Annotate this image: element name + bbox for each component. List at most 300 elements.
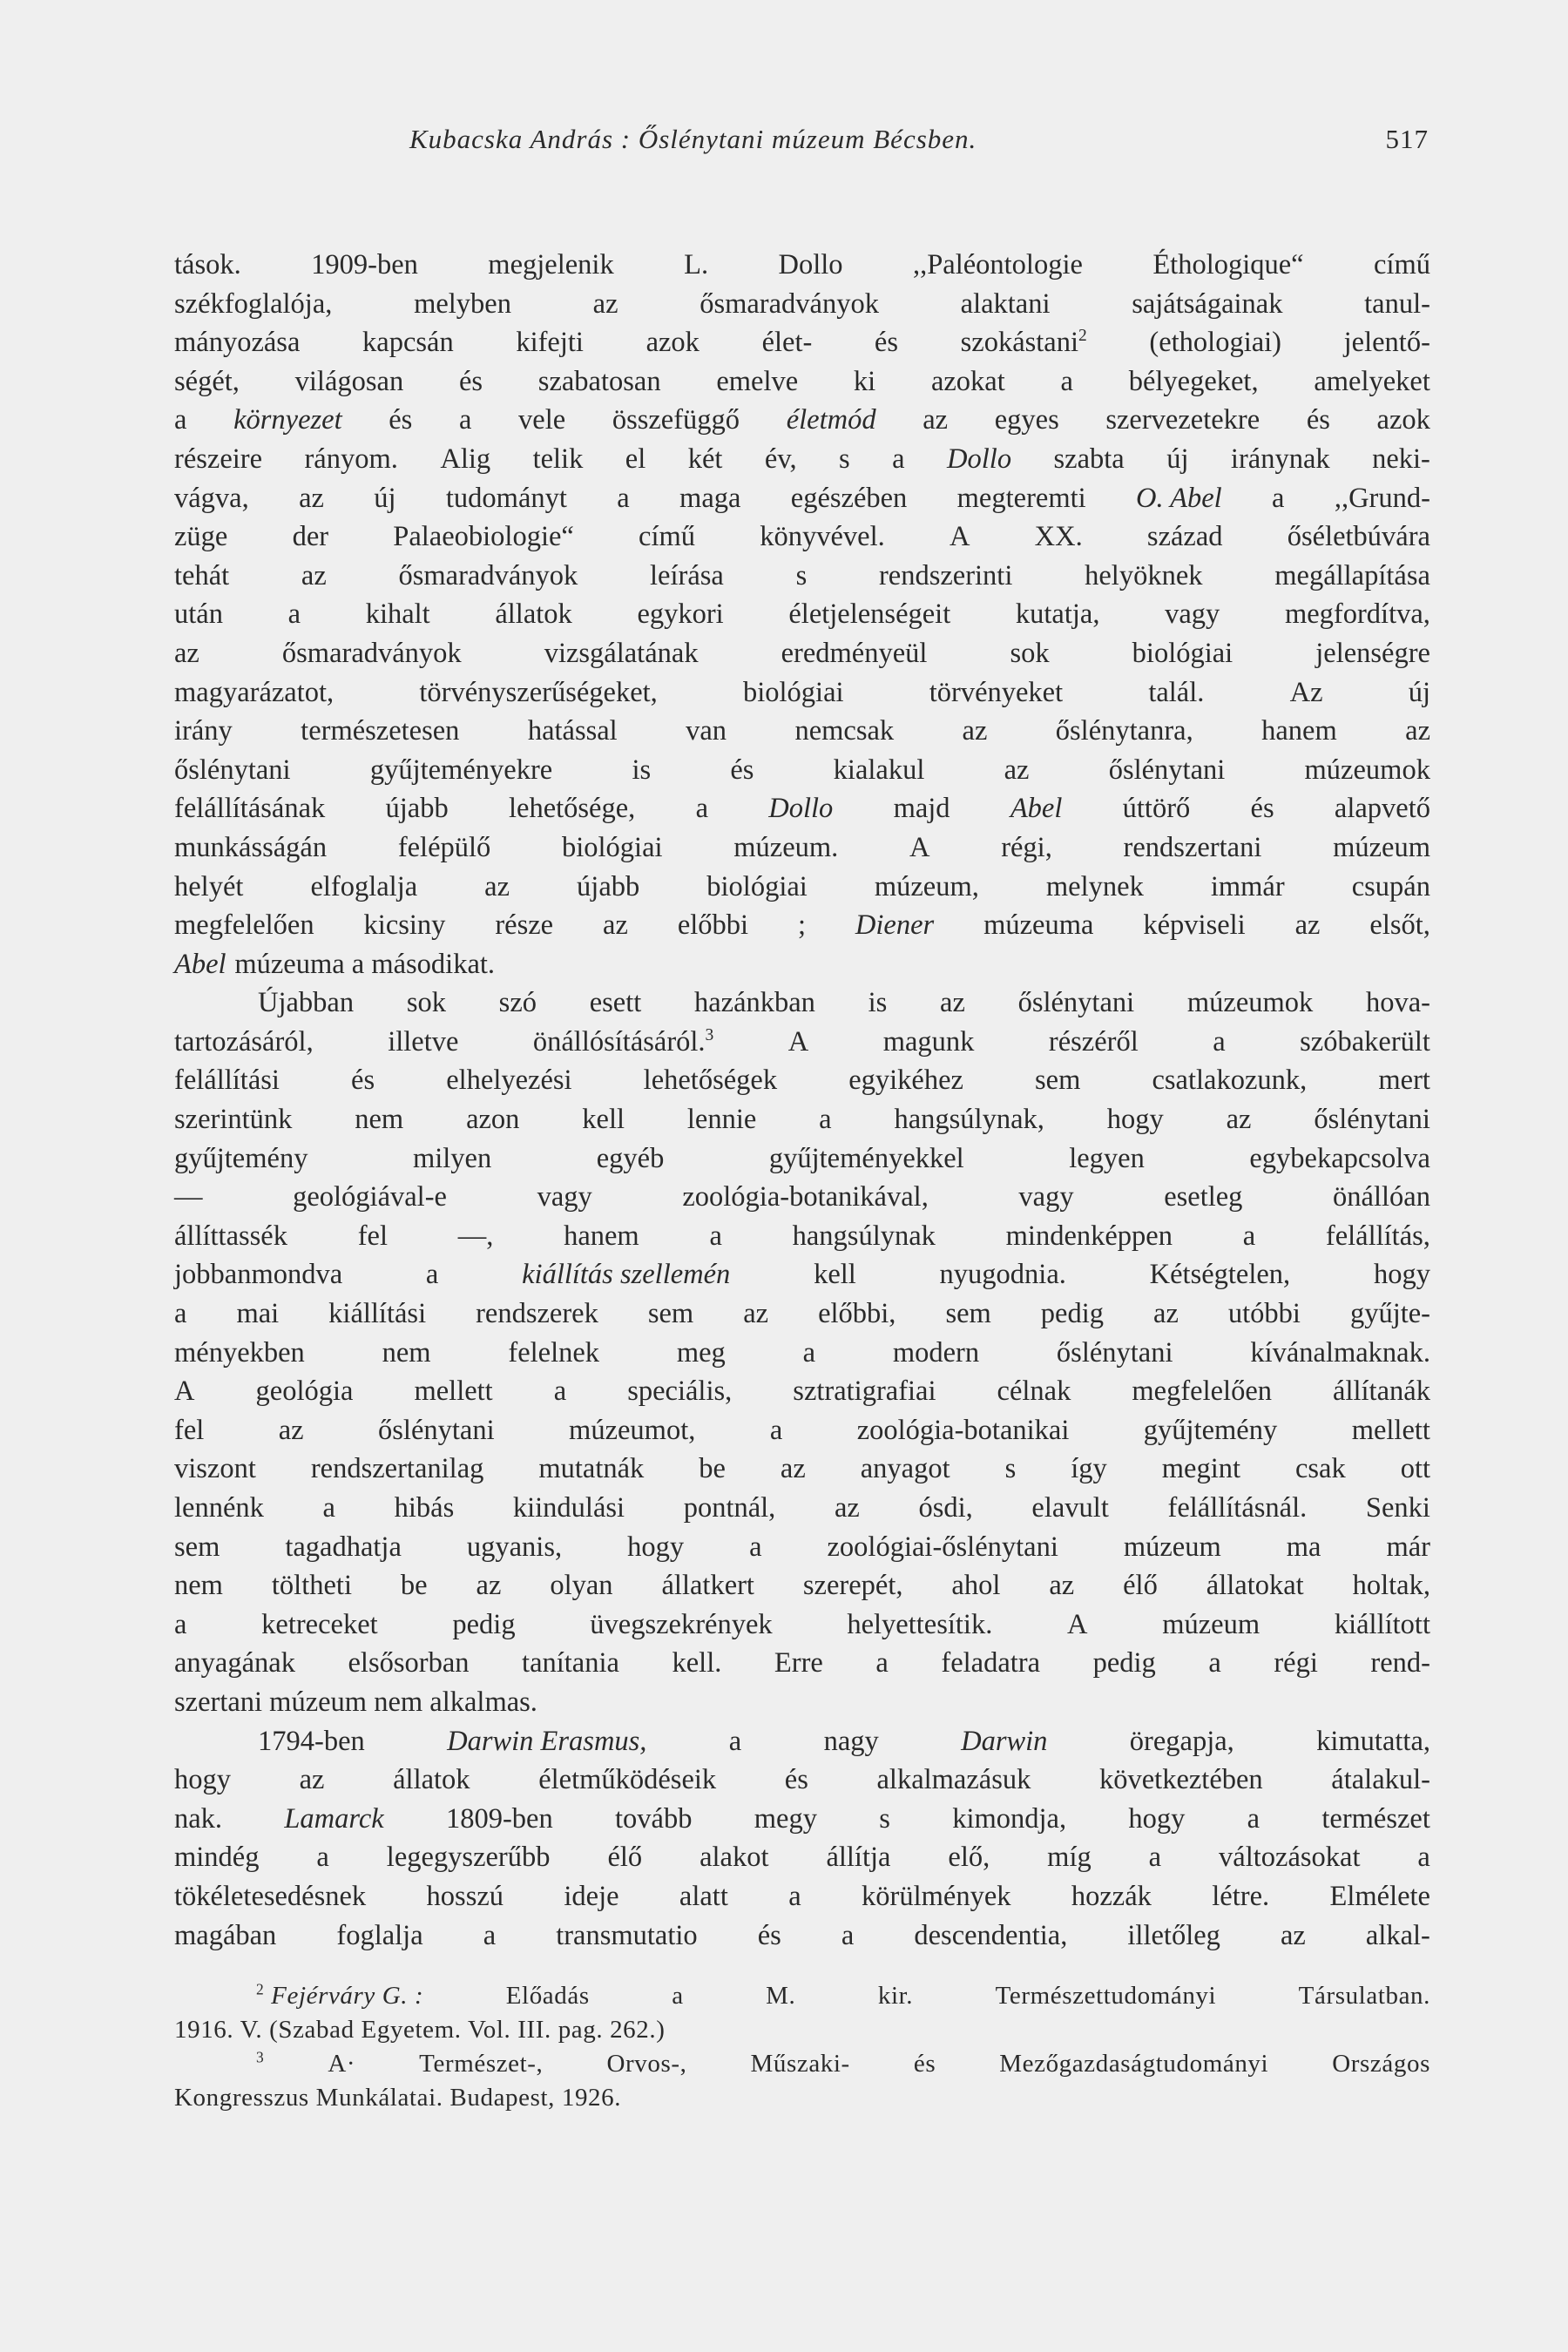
word: alaktani <box>960 287 1051 320</box>
word: egyikéhez <box>848 1064 963 1097</box>
word: is <box>632 754 652 786</box>
word: a <box>672 1982 684 2010</box>
word: 1909-ben <box>311 249 418 280</box>
word: eredményeül <box>781 637 928 669</box>
word: része <box>495 909 554 942</box>
word: az <box>962 715 988 747</box>
word: egykori <box>637 598 724 631</box>
word: lehetősége, <box>509 793 636 825</box>
word: részéről <box>1048 1025 1139 1058</box>
word: kicsiny <box>363 909 446 942</box>
footnote-number: 2 <box>256 1980 265 1998</box>
word: pontnál, <box>683 1492 776 1524</box>
word: hanem <box>1261 715 1337 747</box>
word: élő <box>607 1842 643 1874</box>
word: állatok <box>393 1764 470 1796</box>
text-line <box>174 1838 1430 1877</box>
word: kiindulási <box>512 1492 625 1524</box>
word: ahol <box>951 1570 1001 1602</box>
word: vagy <box>1165 598 1220 631</box>
text-line <box>174 1605 1430 1645</box>
word: Erre <box>774 1647 823 1680</box>
word: állatokat <box>1206 1570 1304 1602</box>
word: ősmaradványok <box>700 287 879 320</box>
word: ősmaradványok <box>281 637 462 669</box>
word: című <box>1374 249 1430 280</box>
word: a <box>553 1375 567 1408</box>
word: hogy <box>627 1531 685 1563</box>
word: körülmények <box>862 1880 1011 1912</box>
word: irány <box>174 715 233 747</box>
word: kutatja, <box>1015 598 1100 631</box>
text-line <box>174 1450 1430 1489</box>
word: című <box>639 521 696 553</box>
word: s <box>879 1802 890 1835</box>
text-line <box>174 906 1430 945</box>
word: sem <box>647 1298 694 1330</box>
text-run: szertani múzeum nem alkalmas. <box>174 1686 537 1718</box>
word: megállapítása <box>1274 559 1430 591</box>
word: L. <box>684 249 709 280</box>
word: A <box>909 831 930 863</box>
word: törvényszerűségeket, <box>419 676 658 708</box>
word: tagadhatja <box>285 1531 402 1563</box>
word: hogy <box>1373 1259 1430 1291</box>
word: és <box>1306 404 1330 436</box>
word: kívánalmaknak. <box>1250 1336 1430 1369</box>
word: múzeum, <box>874 870 979 902</box>
italic-name: Dollo <box>768 793 834 825</box>
text-run: múzeuma a másodikat. <box>234 948 496 980</box>
word: az <box>1280 1919 1306 1951</box>
word: nem <box>174 1570 223 1602</box>
word: és <box>351 1064 375 1097</box>
word: az <box>743 1298 769 1330</box>
word: a <box>1060 365 1073 397</box>
word: életműködéseik <box>538 1764 717 1796</box>
word: geológia <box>255 1375 354 1408</box>
word: elő, <box>948 1842 990 1874</box>
word: — <box>174 1181 203 1213</box>
word: speciális, <box>627 1375 733 1408</box>
word: tudományt <box>445 482 567 514</box>
text-line <box>174 285 1430 324</box>
word: bélyegeket, <box>1128 365 1259 397</box>
word: gyűjtemény <box>174 1142 308 1174</box>
text-line <box>174 983 1430 1023</box>
word: rendszerinti <box>878 559 1013 591</box>
word: a <box>788 1880 801 1912</box>
word: az <box>299 1764 325 1796</box>
word: a <box>1272 482 1285 514</box>
word: változásokat <box>1219 1842 1361 1874</box>
word: a <box>483 1919 497 1951</box>
word: rend- <box>1370 1647 1430 1680</box>
footnote-author: Fejérváry G. : <box>271 1982 424 2010</box>
word: a <box>841 1919 855 1951</box>
italic-name: Abel <box>1010 793 1063 825</box>
word: esetleg <box>1164 1181 1243 1213</box>
word: csak <box>1294 1453 1346 1485</box>
text-line <box>174 1100 1430 1139</box>
word: s <box>1004 1453 1017 1485</box>
word: Senki <box>1365 1492 1430 1524</box>
word: immár <box>1210 870 1285 902</box>
word: következtében <box>1098 1764 1263 1796</box>
word: olyan <box>550 1570 613 1602</box>
text-line <box>174 479 1430 518</box>
word: ugyanis, <box>466 1531 563 1563</box>
word: alakot <box>700 1842 769 1874</box>
word: Elmélete <box>1329 1880 1430 1912</box>
word: hibás <box>394 1492 455 1524</box>
word: új <box>1166 443 1189 475</box>
word: természetesen <box>301 715 460 747</box>
italic-name: Diener <box>855 909 935 942</box>
word: képviseli <box>1143 909 1246 942</box>
footnote-ref: 3 <box>705 1026 714 1045</box>
text-line <box>174 1528 1430 1567</box>
text-line <box>174 828 1430 868</box>
word: legegyszerűbb <box>386 1842 551 1874</box>
word: önállóan <box>1333 1181 1430 1213</box>
word: zoológiai-őslénytani <box>827 1531 1058 1563</box>
word: Újabban <box>258 987 355 1019</box>
word: ma <box>1286 1531 1321 1563</box>
word: Műszaki- <box>750 2050 850 2078</box>
word: be <box>400 1570 428 1602</box>
word: ségét, <box>174 365 240 397</box>
word: be <box>699 1453 726 1485</box>
word: hazánkban <box>693 987 815 1019</box>
word: Alig <box>440 443 491 475</box>
word: tartozásáról, <box>174 1025 314 1058</box>
word: anyagot <box>860 1453 950 1485</box>
word: gyűjteményekkel <box>768 1142 964 1174</box>
word: hangsúlynak <box>792 1220 936 1252</box>
word: züge <box>174 521 228 553</box>
word: múzeuma <box>983 909 1094 942</box>
text-run: önállósításáról. <box>532 1025 706 1058</box>
word: nem <box>382 1336 431 1369</box>
word: állítja <box>826 1842 891 1874</box>
word: ,,Paléontologie <box>912 249 1083 280</box>
word: az <box>603 909 628 942</box>
word: hogy <box>174 1764 231 1796</box>
word: régi <box>1274 1647 1318 1680</box>
word: vele <box>518 404 566 436</box>
word: a <box>769 1414 783 1446</box>
word: kell <box>582 1104 625 1136</box>
word: sajátságainak <box>1132 287 1283 320</box>
word: múzeumot, <box>569 1414 696 1446</box>
word: üvegszekrények <box>590 1608 773 1640</box>
word: legyen <box>1069 1142 1145 1174</box>
text-line <box>174 557 1430 596</box>
word: mányozása <box>174 327 301 359</box>
word: kell <box>814 1259 856 1291</box>
word: szervezetekre <box>1105 404 1260 436</box>
word: 1809-ben <box>445 1802 553 1835</box>
word: öregapja, <box>1129 1725 1234 1757</box>
word: alatt <box>679 1880 728 1912</box>
word: új <box>1408 676 1430 708</box>
word: is <box>868 987 888 1019</box>
word: a <box>1242 1220 1256 1252</box>
word: a <box>875 1647 889 1680</box>
footnote-2-continuation <box>174 2013 1430 2047</box>
word: hova- <box>1366 987 1430 1019</box>
word: talál. <box>1148 676 1205 708</box>
word: múzeum <box>1333 831 1430 863</box>
word: mellett <box>1351 1414 1430 1446</box>
word: míg <box>1047 1842 1092 1874</box>
word: állatok <box>495 598 572 631</box>
word: jelenségre <box>1315 637 1430 669</box>
word: kell. <box>672 1647 722 1680</box>
word: foglalja <box>336 1919 423 1951</box>
word: őslénytani <box>1017 987 1135 1019</box>
word: új <box>374 482 396 514</box>
word: der <box>292 521 329 553</box>
word: rányom. <box>304 443 398 475</box>
word: azok <box>645 327 700 359</box>
word: amelyeket <box>1314 365 1430 397</box>
word: ott <box>1400 1453 1430 1485</box>
word: vágva, <box>174 482 249 514</box>
word: jelentő- <box>1343 327 1430 359</box>
word: ideje <box>564 1880 619 1912</box>
word: alkalmazásuk <box>876 1764 1031 1796</box>
word: maga <box>679 482 741 514</box>
word: ,,Grund- <box>1334 482 1430 514</box>
word: sok <box>1010 637 1050 669</box>
word: már <box>1386 1531 1430 1563</box>
text-line <box>174 1061 1430 1100</box>
word: kir. <box>877 1982 914 2010</box>
word: egyéb <box>596 1142 665 1174</box>
word: gyűjtemény <box>1143 1414 1278 1446</box>
word: Orvos-, <box>606 2050 687 2078</box>
word: Kétségtelen, <box>1149 1259 1291 1291</box>
word: őslénytani <box>1108 754 1226 786</box>
word: A <box>174 1375 195 1408</box>
word: lehetőségek <box>643 1064 778 1097</box>
word: újabb <box>385 793 449 825</box>
running-header <box>174 124 1429 162</box>
italic-term: életmód <box>786 404 876 436</box>
text-line <box>174 401 1430 440</box>
word: életjelenségeit <box>788 598 951 631</box>
word: vagy <box>537 1181 592 1213</box>
running-title: Kubacska András : Őslénytani múzeum Bécsben. <box>409 124 977 154</box>
word: kimondja, <box>952 1802 1067 1835</box>
word: egészében <box>790 482 908 514</box>
word: Dollo <box>778 249 843 280</box>
word: melynek <box>1045 870 1144 902</box>
word: őséletbúvára <box>1287 521 1430 553</box>
text-line <box>174 751 1430 790</box>
word: mutatnák <box>538 1453 645 1485</box>
word: Társulatban. <box>1298 1982 1430 2010</box>
word: leírása <box>650 559 724 591</box>
word: szerintünk <box>174 1104 293 1136</box>
word: vizsgálatának <box>544 637 699 669</box>
word: emelve <box>716 365 799 397</box>
word: a <box>749 1531 762 1563</box>
word: a <box>322 1492 335 1524</box>
text-line <box>174 1877 1430 1916</box>
word: A <box>1067 1608 1088 1640</box>
word: helyöknek <box>1085 559 1203 591</box>
word: pedig <box>452 1608 516 1640</box>
word: tanítania <box>522 1647 619 1680</box>
text-line <box>174 1489 1430 1528</box>
word: viszont <box>174 1453 256 1485</box>
word: Természet-, <box>419 2050 544 2078</box>
word: nyugodnia. <box>939 1259 1066 1291</box>
word: mellett <box>414 1375 493 1408</box>
word: sztratigrafiai <box>793 1375 936 1408</box>
text-line <box>174 595 1430 634</box>
word: Mezőgazdaságtudományi <box>999 2050 1269 2078</box>
italic-name: Dollo <box>947 443 1012 475</box>
word: tökéletesedésnek <box>174 1880 367 1912</box>
word: a <box>458 404 472 436</box>
word: mai <box>236 1298 280 1330</box>
word: A <box>949 521 970 553</box>
word: megteremti <box>956 482 1086 514</box>
word: természet <box>1321 1802 1430 1835</box>
word: sem <box>174 1531 220 1563</box>
word: és <box>1250 793 1274 825</box>
word: holtak, <box>1352 1570 1430 1602</box>
word: alapvető <box>1334 793 1430 825</box>
word: a <box>174 1298 187 1330</box>
word: kapcsán <box>362 327 454 359</box>
word: állíttassék <box>174 1220 287 1252</box>
footnote-3-continuation <box>174 2081 1430 2115</box>
text-line <box>174 1566 1430 1605</box>
word: egybekapcsolva <box>1249 1142 1430 1174</box>
text-line <box>174 440 1430 479</box>
word: zoológia-botanikai <box>856 1414 1070 1446</box>
word: rendszertanilag <box>310 1453 484 1485</box>
word: tovább <box>615 1802 693 1835</box>
text-line <box>174 945 1430 984</box>
word: előbbi <box>677 909 749 942</box>
word: hangsúlynak, <box>894 1104 1044 1136</box>
word: az <box>1049 1570 1075 1602</box>
word: vagy <box>1018 1181 1074 1213</box>
text-line <box>174 1644 1430 1683</box>
word: múzeumok <box>1186 987 1314 1019</box>
word: az <box>834 1492 860 1524</box>
word: a <box>1148 1842 1162 1874</box>
word: lennénk <box>174 1492 264 1524</box>
word: a <box>174 1608 187 1640</box>
word: a <box>1208 1647 1221 1680</box>
text-line <box>174 1372 1430 1411</box>
word: magunk <box>882 1025 975 1058</box>
word: után <box>174 598 223 631</box>
word: transmutatio <box>556 1919 698 1951</box>
text-line <box>174 1411 1430 1450</box>
word: mindég <box>174 1842 260 1874</box>
footnote-ref: 2 <box>1078 327 1087 346</box>
word: az <box>1405 715 1430 747</box>
word: világosan <box>294 365 404 397</box>
word: őslénytani <box>378 1414 495 1446</box>
word: megy <box>754 1802 817 1835</box>
word: rendszertani <box>1123 831 1262 863</box>
word: lennie <box>686 1104 757 1136</box>
word: szó <box>498 987 537 1019</box>
word: meg <box>676 1336 726 1369</box>
text-line <box>174 517 1430 557</box>
text-run: szokástani <box>960 327 1079 359</box>
word: és <box>389 404 413 436</box>
word: és <box>458 365 483 397</box>
word: felépülő <box>397 831 491 863</box>
word: az <box>174 637 199 669</box>
word: helyettesítik. <box>847 1608 993 1640</box>
word: és <box>874 327 898 359</box>
word: nemcsak <box>794 715 895 747</box>
word: felállítási <box>174 1064 280 1097</box>
footnote-2 <box>174 1979 1430 2013</box>
word: illetőleg <box>1127 1919 1220 1951</box>
text-run: nak. <box>174 1802 223 1835</box>
word: elsősorban <box>348 1647 470 1680</box>
word: milyen <box>412 1142 492 1174</box>
word: megjelenik <box>488 249 614 280</box>
word: sok <box>406 987 446 1019</box>
word: ményekben <box>174 1336 305 1369</box>
word: kialakul <box>833 754 925 786</box>
text-line <box>174 1294 1430 1334</box>
word: az <box>476 1570 502 1602</box>
word: felállítás, <box>1325 1220 1430 1252</box>
word: modern <box>892 1336 980 1369</box>
word: tanul- <box>1364 287 1430 320</box>
word: a <box>316 1842 329 1874</box>
word: az <box>940 987 965 1019</box>
word: ósdi, <box>918 1492 973 1524</box>
word: és <box>784 1764 808 1796</box>
text-line <box>174 1178 1430 1217</box>
word: geológiával-e <box>293 1181 447 1213</box>
word: ősmaradványok <box>398 559 578 591</box>
word: azokat <box>930 365 1005 397</box>
word: összefüggő <box>612 404 740 436</box>
word: hatással <box>527 715 618 747</box>
word: a <box>709 1220 722 1252</box>
word: könyvével. <box>760 521 885 553</box>
italic-term: kiállítás szellemén <box>522 1259 731 1291</box>
word: Palaeobiologie“ <box>393 521 574 553</box>
word: század <box>1146 521 1223 553</box>
footnote-number: 3 <box>256 2048 265 2066</box>
italic-term: környezet <box>233 404 342 436</box>
word: hozzák <box>1071 1880 1152 1912</box>
word: az <box>278 1414 304 1446</box>
text-line <box>174 868 1430 907</box>
word: a <box>802 1336 816 1369</box>
word: esett <box>589 987 642 1019</box>
word: állatkert <box>661 1570 754 1602</box>
italic-name: Lamarck <box>284 1802 384 1835</box>
